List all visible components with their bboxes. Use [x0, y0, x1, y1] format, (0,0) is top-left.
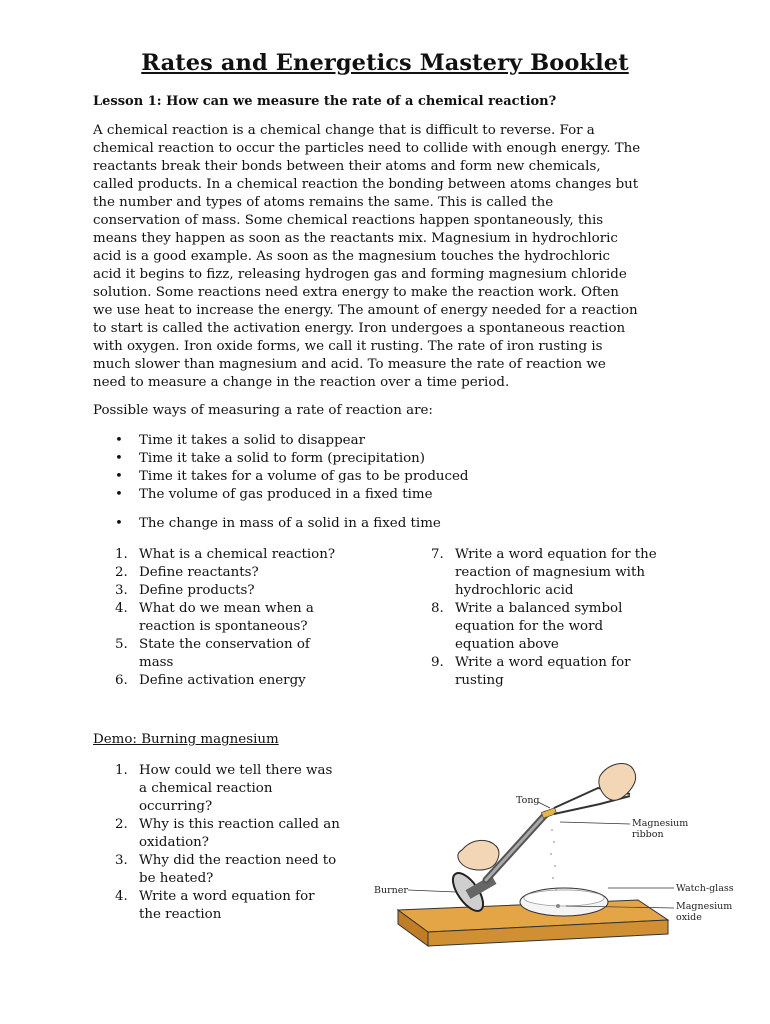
measure-bullet-item: • The change in mass of a solid in a fixed time	[93, 516, 441, 531]
question-text: equation above	[455, 637, 559, 652]
paragraph-line: we use heat to increase the energy. The amount of energy needed for a reaction	[93, 303, 638, 318]
paragraph-line: much slower than magnesium and acid. To measure the rate of reaction we	[93, 357, 606, 372]
question-item	[93, 636, 373, 672]
question-text: State the conservation of	[139, 637, 310, 652]
apparatus-illustration	[368, 752, 740, 954]
question-text: Define products?	[139, 583, 255, 598]
question-item	[93, 564, 373, 582]
question-text: reaction of magnesium with	[455, 565, 645, 580]
demo-questions-list	[93, 762, 368, 924]
label-ribbon: ribbon	[632, 829, 664, 840]
question-text: What is a chemical reaction?	[139, 547, 336, 562]
question-number: 5.	[115, 637, 128, 652]
paragraph-line: called products. In a chemical reaction the bonding between atoms changes but	[93, 177, 639, 192]
question-number: 2.	[115, 565, 128, 580]
paragraph-line: acid is a good example. As soon as the magnesium touches the hydrochloric	[93, 249, 611, 264]
paragraph-line: chemical reaction to occur the particles need to collide with enough energy. The	[93, 141, 641, 156]
question-text: rusting	[455, 673, 504, 688]
demo-question-text: Write a word equation for	[139, 889, 315, 904]
question-number: 4.	[115, 601, 128, 616]
paragraph-line: need to measure a change in the reaction over a time period.	[93, 375, 510, 390]
paragraph-line: reactants break their bonds between their atoms and form new chemicals,	[93, 159, 601, 174]
label-magnesium-oxide: Magnesium	[676, 901, 733, 912]
question-number: 6.	[115, 673, 128, 688]
questions-left-list	[93, 546, 373, 690]
hand-upper-icon	[599, 764, 636, 801]
demo-question-text: How could we tell there was	[139, 763, 333, 778]
measure-bullet-item: • Time it takes for a volume of gas to be produced	[93, 468, 469, 486]
question-text: Write a word equation for the	[455, 547, 657, 562]
question-text: What do we mean when a	[139, 601, 314, 616]
tong-label-line	[538, 802, 550, 808]
smoke-particles	[550, 829, 557, 891]
label-watch-glass: Watch-glass	[676, 883, 734, 894]
measure-bullet-item: • The volume of gas produced in a fixed time	[93, 486, 469, 504]
ribbon-label-line	[560, 822, 630, 824]
question-item	[93, 546, 373, 564]
question-text: Define reactants?	[139, 565, 259, 580]
magnesium-oxide-powder	[556, 904, 560, 908]
demo-question-number: 2.	[115, 817, 128, 832]
label-tong: Tong	[516, 795, 540, 806]
question-text: reaction is spontaneous?	[139, 619, 308, 634]
demo-question-text: oxidation?	[139, 835, 209, 850]
question-item	[409, 600, 689, 654]
demo-question-item	[93, 816, 368, 852]
demo-question-item	[93, 762, 368, 816]
intro-paragraph	[93, 122, 693, 392]
question-number: 9.	[431, 655, 444, 670]
watch-glass-rim	[524, 890, 604, 906]
demo-question-text: be heated?	[139, 871, 214, 886]
label-burner: Burner	[374, 885, 408, 896]
demo-question-item	[93, 888, 368, 924]
paragraph-line: solution. Some reactions need extra energy to make the reaction work. Often	[93, 285, 619, 300]
demo-question-number: 4.	[115, 889, 128, 904]
lesson-heading: Lesson 1: How can we measure the rate of a chemical reaction?	[93, 94, 557, 109]
page-title: Rates and Energetics Mastery Booklet	[141, 50, 629, 76]
measure-bullet-item: • Time it take a solid to form (precipitation)	[93, 450, 469, 468]
measure-bullet-list	[93, 432, 469, 504]
question-item	[409, 654, 689, 690]
demo-question-text: a chemical reaction	[139, 781, 273, 796]
demo-question-text: Why is this reaction called an	[139, 817, 340, 832]
questions-right-list	[409, 546, 689, 690]
question-text: Define activation energy	[139, 673, 306, 688]
paragraph-line: with oxygen. Iron oxide forms, we call it rusting. The rate of iron rusting is	[93, 339, 603, 354]
question-item	[409, 546, 689, 600]
question-number: 7.	[431, 547, 444, 562]
question-number: 3.	[115, 583, 128, 598]
paragraph-line: means they happen as soon as the reactants mix. Magnesium in hydrochloric	[93, 231, 618, 246]
label-oxide: oxide	[676, 912, 702, 923]
demo-question-text: Why did the reaction need to	[139, 853, 337, 868]
demo-heading: Demo: Burning magnesium	[93, 732, 279, 747]
demo-question-text: the reaction	[139, 907, 222, 922]
demo-question-text: occurring?	[139, 799, 213, 814]
hand-lower-icon	[458, 840, 499, 870]
question-item	[93, 672, 373, 690]
question-text: Write a word equation for	[455, 655, 631, 670]
question-number: 8.	[431, 601, 444, 616]
possible-ways-intro: Possible ways of measuring a rate of reaction are:	[93, 403, 433, 418]
paragraph-line: the number and types of atoms remains the same. This is called the	[93, 195, 554, 210]
question-number: 1.	[115, 547, 128, 562]
demo-question-number: 1.	[115, 763, 128, 778]
question-text: hydrochloric acid	[455, 583, 574, 598]
label-magnesium-ribbon: Magnesium	[632, 818, 689, 829]
question-text: equation for the word	[455, 619, 604, 634]
demo-question-item	[93, 852, 368, 888]
paragraph-line: acid it begins to fizz, releasing hydrogen gas and forming magnesium chloride	[93, 267, 627, 282]
measure-bullet-item: • Time it takes a solid to disappear	[93, 432, 469, 450]
demo-question-number: 3.	[115, 853, 128, 868]
paragraph-line: to start is called the activation energy. Iron undergoes a spontaneous reaction	[93, 321, 626, 336]
question-item	[93, 600, 373, 636]
burning-magnesium-figure	[368, 752, 740, 954]
paragraph-line: conservation of mass. Some chemical reactions happen spontaneously, this	[93, 213, 604, 228]
question-text: mass	[139, 655, 174, 670]
question-text: Write a balanced symbol	[455, 601, 623, 616]
question-item	[93, 582, 373, 600]
paragraph-line: A chemical reaction is a chemical change that is difficult to reverse. For a	[93, 123, 595, 138]
burner-label-line	[408, 890, 456, 892]
